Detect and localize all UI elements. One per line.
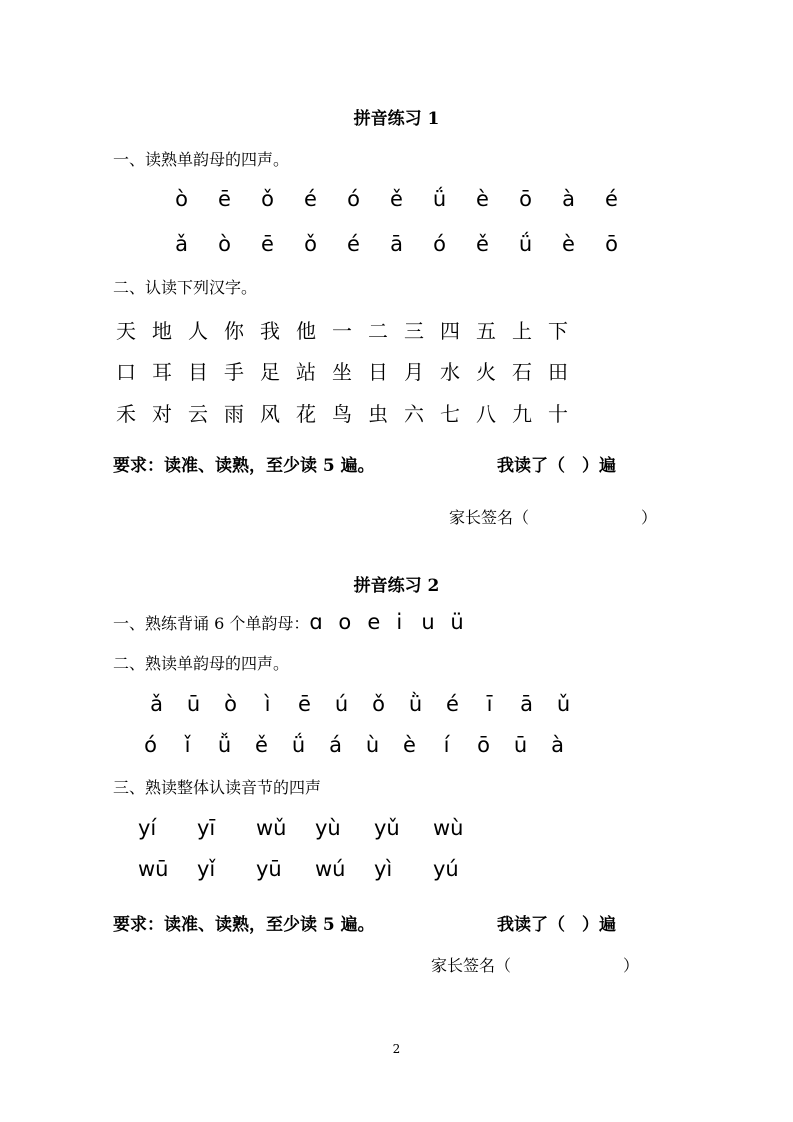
hanzi-char: 目 (188, 360, 208, 384)
tone-syllable: ī (486, 692, 493, 716)
exercise-1-question-1: 一、读熟单韵母的四声。 (113, 150, 290, 169)
exercise-1-read-count: 我读了（ ）遍 (497, 456, 616, 476)
exercise-2-syllables-row-2 (138, 857, 492, 881)
tone-syllable: á (329, 733, 342, 757)
tone-syllable: ǐ (184, 733, 191, 757)
syllable: wù (433, 816, 464, 840)
tone-syllable: ǔ (556, 692, 571, 716)
hanzi-char: 我 (260, 319, 280, 343)
hanzi-char: 六 (404, 402, 424, 426)
tone-syllable: é (446, 692, 459, 716)
tone-syllable: é (605, 187, 618, 211)
exercise-1-chars-row-1 (108, 315, 576, 344)
exercise-1-parent-signature: 家长签名（ ） (449, 508, 658, 527)
exercise-1-question-2: 二、认读下列汉字。 (113, 278, 258, 297)
tone-syllable: ō (477, 733, 490, 757)
vowel: u (421, 610, 435, 634)
hanzi-char: 十 (548, 402, 568, 426)
tone-syllable: ú (334, 692, 349, 716)
exercise-2-question-1 (113, 610, 470, 634)
vowel: ü (450, 610, 464, 634)
tone-syllable: à (551, 733, 564, 757)
tone-syllable: ē (218, 187, 231, 211)
tone-syllable: ū (186, 692, 201, 716)
tone-syllable: ǒ (372, 692, 385, 716)
vowel: e (367, 610, 381, 634)
exercise-2-question-2: 二、熟读单韵母的四声。 (113, 654, 290, 673)
vowel: i (396, 610, 403, 634)
tone-syllable: è (403, 733, 416, 757)
tone-syllable: é (304, 187, 317, 211)
hanzi-char: 二 (368, 319, 388, 343)
hanzi-char: 四 (440, 319, 460, 343)
hanzi-char: 足 (260, 360, 280, 384)
tone-syllable: ē (298, 692, 311, 716)
tone-syllable: ì (264, 692, 271, 716)
tone-syllable: ā (390, 232, 403, 256)
hanzi-char: 一 (332, 319, 352, 343)
exercise-1-title: 拼音练习 1 (353, 109, 440, 129)
tone-syllable: ò (218, 232, 231, 256)
tone-syllable: ǒ (304, 232, 317, 256)
tone-syllable: ǘ (432, 187, 447, 211)
hanzi-char: 耳 (152, 360, 172, 384)
hanzi-char: 月 (404, 360, 424, 384)
exercise-1-tones-row-2 (160, 232, 633, 256)
tone-syllable: ù (365, 733, 380, 757)
tone-syllable: ě (255, 733, 268, 757)
hanzi-char: 虫 (368, 402, 388, 426)
hanzi-char: 你 (224, 319, 244, 343)
exercise-2-title: 拼音练习 2 (353, 576, 440, 596)
hanzi-char: 水 (440, 360, 460, 384)
exercise-1-chars-row-3 (108, 398, 576, 427)
hanzi-char: 五 (476, 319, 496, 343)
hanzi-char: 田 (548, 360, 568, 384)
tone-syllable: ǒ (261, 187, 274, 211)
tone-syllable: ǘ (291, 733, 306, 757)
tone-syllable: ó (347, 187, 360, 211)
exercise-2-tones-row-1 (138, 692, 582, 716)
tone-syllable: ǎ (175, 232, 188, 256)
tone-syllable: ó (433, 232, 446, 256)
tone-syllable: ǚ (217, 733, 232, 757)
tone-syllable: ò (175, 187, 188, 211)
tone-syllable: à (562, 187, 575, 211)
hanzi-char: 七 (440, 402, 460, 426)
hanzi-char: 九 (512, 402, 532, 426)
tone-syllable: ě (476, 232, 489, 256)
hanzi-char: 口 (116, 360, 136, 384)
hanzi-char: 坐 (332, 360, 352, 384)
vowel: o (338, 610, 352, 634)
tone-syllable: è (562, 232, 575, 256)
hanzi-char: 花 (296, 402, 316, 426)
tone-syllable: ě (390, 187, 403, 211)
exercise-2-requirement: 要求：读准、读熟，至少读 5 遍。 (113, 915, 375, 935)
syllable: yū (256, 857, 282, 881)
exercise-2-tones-row-2 (132, 733, 576, 757)
hanzi-char: 地 (152, 319, 172, 343)
tone-syllable: ā (520, 692, 533, 716)
hanzi-char: 站 (296, 360, 316, 384)
hanzi-char: 云 (188, 402, 208, 426)
hanzi-char: 石 (512, 360, 532, 384)
exercise-1-requirement: 要求：读准、读熟，至少读 5 遍。 (113, 456, 375, 476)
exercise-2-syllables-row-1 (138, 816, 492, 840)
hanzi-char: 日 (368, 360, 388, 384)
vowel: ɑ (309, 610, 323, 634)
exercise-1-tones-row-1 (160, 187, 633, 211)
tone-syllable: ū (513, 733, 528, 757)
hanzi-char: 天 (116, 319, 136, 343)
tone-syllable: ò (224, 692, 237, 716)
exercise-2-read-count: 我读了（ ）遍 (497, 915, 616, 935)
exercise-2-question-1-label: 一、熟练背诵 6 个单韵母： (113, 614, 310, 633)
syllable: yí (138, 816, 157, 840)
hanzi-char: 鸟 (332, 402, 352, 426)
tone-syllable: í (443, 733, 450, 757)
hanzi-char: 上 (512, 319, 532, 343)
syllable: yù (315, 816, 341, 840)
tone-syllable: è (476, 187, 489, 211)
syllable: yī (197, 816, 216, 840)
syllable: wǔ (256, 816, 287, 840)
syllable: wú (315, 857, 346, 881)
hanzi-char: 八 (476, 402, 496, 426)
hanzi-char: 下 (548, 319, 568, 343)
tone-syllable: ǘ (518, 232, 533, 256)
exercise-2-vowel-list (309, 610, 470, 634)
hanzi-char: 对 (152, 402, 172, 426)
syllable: yǐ (197, 857, 216, 881)
tone-syllable: é (347, 232, 360, 256)
hanzi-char: 手 (224, 360, 244, 384)
syllable: yú (433, 857, 459, 881)
tone-syllable: ō (605, 232, 618, 256)
hanzi-char: 风 (260, 402, 280, 426)
syllable: yì (374, 857, 393, 881)
tone-syllable: ó (144, 733, 157, 757)
page-number: 2 (392, 1042, 401, 1056)
exercise-1-chars-row-2 (108, 356, 576, 385)
hanzi-char: 他 (296, 319, 316, 343)
exercise-2-question-3: 三、熟读整体认读音节的四声 (113, 778, 322, 797)
tone-syllable: ē (261, 232, 274, 256)
hanzi-char: 人 (188, 319, 208, 343)
syllable: wū (138, 857, 169, 881)
tone-syllable: ō (519, 187, 532, 211)
syllable: yǔ (374, 816, 400, 840)
hanzi-char: 三 (404, 319, 424, 343)
tone-syllable: ǜ (408, 692, 423, 716)
exercise-2-parent-signature: 家长签名（ ） (431, 956, 640, 975)
hanzi-char: 禾 (116, 402, 136, 426)
hanzi-char: 火 (476, 360, 496, 384)
hanzi-char: 雨 (224, 402, 244, 426)
tone-syllable: ǎ (150, 692, 163, 716)
